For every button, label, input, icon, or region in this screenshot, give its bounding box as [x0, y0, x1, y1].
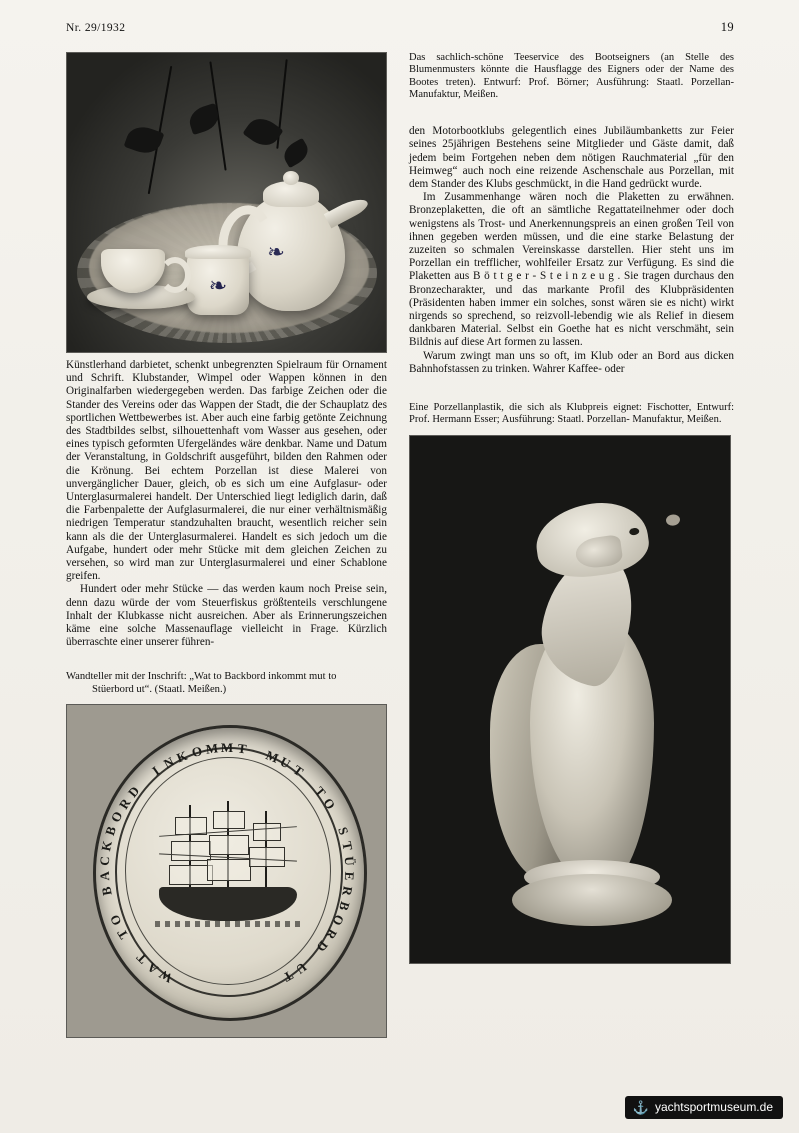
- plate-inscription-char: T: [280, 967, 296, 986]
- sail: [213, 811, 245, 829]
- plate-inscription-char: U: [292, 959, 310, 977]
- plate-inscription-char: T: [290, 762, 307, 780]
- plate-inscription-char: M: [204, 740, 219, 757]
- page-header: [66, 20, 734, 35]
- plate-inscription-char: K: [98, 839, 116, 853]
- right-column: [409, 52, 734, 964]
- plate-inscription-char: K: [174, 747, 190, 766]
- otter-snout: [574, 534, 624, 570]
- paragraph: Warum zwingt man uns so oft, im Klub oder an Bord aus dicken Bahnhofstassen zu trinken. Wahrer Kaffee- oder: [409, 349, 734, 375]
- ship-illustration: [153, 801, 303, 931]
- paragraph: Im Zusammenhange wären noch die Plaketten zu erwähnen. Bronzeplaketten, die oft an sämtliche Regattateilnehmer oder doch wenigstens als Trost- und Anerkennungspreis an einen großen Teil von ihnen gegeben werden müssen, und die eine starke Belastung der zuzeiten so schmalen Vereinskasse darstellen. Hier steht uns im Porzellan ein trefflicher, wohlfeiler Ersatz zur Verfügung. Es sind die Plaketten aus B ö t t g e r - S t e i n z e u g . Sie tragen durchaus den Bronzecharakter, und das markante Profil des Klubpräsidenten (Präsidenten haben immer ein solches, sonst wären sie es nicht) wirkt nirgends so sprechend, so reizvoll-lebendig wie als Relief in diesem dankbaren Material. Selbst ein Goethe hat es nicht verschmäht, sein Bildnis auf diese Art formen zu lassen.: [409, 191, 734, 349]
- plate-inscription-char: U: [277, 753, 294, 772]
- issue-number: Nr. 29/1932: [66, 22, 126, 34]
- plate-inscription-char: D: [313, 938, 332, 956]
- right-body-text: [409, 125, 734, 376]
- plate-inscription-char: O: [320, 795, 339, 813]
- plate-inscription-char: S: [334, 825, 352, 838]
- plate-inscription-char: A: [144, 959, 162, 977]
- left-column: [66, 52, 387, 1038]
- paragraph: Künstlerhand darbietet, schenkt unbegrenzten Spielraum für Ornament und Schrift. Klubstander, Wimpel oder Wappen können in den Originalfarben wiedergegeben werden. Das farbige Zeichen oder die Stander des Vereins oder das Wappen der Stadt, die der Schauplatz des sportlichen Wettbewerbes ist. Aber auch eine farbig getönte Zeichnung des Stadtbildes selbst, silhouettenhaft vom Wasser aus gesehen, oder eines typisch geformten Ufergeländes wäre denkbar. Name und Datum der Veranstaltung, in Goldschrift ausgeführt, bilden den Rahmen oder die Krönung. Bei echtem Porzellan ist diese Malerei von unvergänglicher Dauer, gleich, ob es sich um eine Aufglasur- oder Unterglasurmalerei handelt. Der Unterschied liegt lediglich darin, daß die Farbenpalette der Aufglasurmalerei, die nur einer verhältnismäßig niedrigen Temperatur standzuhalten braucht, wesentlich reicher sein kann als die der Unterglasurmalerei. Handelt es sich jedoch um die Aufgabe, hundert oder mehr Stücke mit dem gleichen Zeichen zu versehen, so wird man zur Unterglasurmalerei und einer Schablone greifen.: [66, 359, 387, 583]
- plate-inscription-char: D: [124, 783, 142, 800]
- otter-caption-line1: Eine Porzellanplastik, die sich als Klubpreis eignet: Fischotter,: [409, 402, 692, 414]
- plate-inscription-char: O: [329, 912, 348, 929]
- left-body-text: [66, 359, 387, 649]
- plate-inscription-char: R: [322, 926, 341, 943]
- otter-head: [532, 496, 653, 583]
- watermark-text: yachtsportmuseum.de: [654, 1100, 773, 1114]
- plate-inscription-char: O: [190, 743, 204, 761]
- plate-inscription-char: T: [312, 783, 330, 800]
- plate-inscription-char: O: [106, 912, 125, 929]
- plate-inscription-char: T: [113, 926, 132, 942]
- plate-inscription-char: R: [115, 795, 133, 812]
- plate-inscription-char: A: [96, 871, 113, 882]
- paragraph: den Motorbootklubs gelegentlich eines Jubiläumbanketts zur Feier seines 25jährigen Bestehens seine Mitglieder und Gäste damit, daß jedem beim Fortgehen neben dem nötigen Rauchmaterial „für den Heimweg“ auch noch eine reizende Aschenschale aus Porzellan, mit dem Stander des Klubs geschmückt, in die Hand gedrückt wurde.: [409, 125, 734, 190]
- sail: [249, 847, 285, 867]
- wave: [155, 921, 301, 927]
- plate-inscription-char: C: [96, 855, 113, 867]
- plate-inscription-char: M: [263, 747, 281, 766]
- plate-inscription-char: B: [98, 885, 115, 898]
- plate-inscription-char: I: [149, 763, 162, 779]
- sugar-bowl-flower-decor: ❧: [208, 273, 228, 298]
- teaset-caption: Das sachlich-schöne Teeservice des Bootseigners (an Stelle des Blumenmusters könnte die Hausflagge des Eigners oder der Name des Bootes treten). Entwurf: Prof. Börner; Ausführung: Staatl. Porzellan-Manufaktur, Meißen.: [409, 52, 734, 100]
- otter-caption-line2: Entwurf: Prof. Hermann Esser; Ausführung: Staatl. Porzellan-: [409, 402, 735, 426]
- otter-caption-line3: Manufaktur, Meißen.: [632, 414, 722, 426]
- sail: [253, 823, 281, 841]
- plate-caption-line2: Stüerbord ut“. (Staatl. Meißen.): [92, 683, 227, 695]
- sail: [209, 835, 249, 855]
- teaset-photo: [66, 52, 387, 353]
- otter-caption: [409, 402, 734, 427]
- plate-inscription-char: T: [133, 949, 150, 967]
- plate-inscription-char: B: [102, 824, 120, 838]
- sail: [207, 859, 251, 881]
- plate-inscription-char: N: [160, 753, 177, 772]
- paragraph: Hundert oder mehr Stücke — das werden kaum noch Preise sein, denn dazu würde der vom Steuerfiskus größtenteils verschlungene Inhalt der Klubkasse nicht ausreichen. Aber als Erinnerungszeichen käme eine solche Massenauflage vielleicht in Frage. Kürzlich überraschte einer unserer führen-: [66, 583, 387, 649]
- plate-inscription-char: M: [220, 740, 234, 756]
- plate-inscription-char: B: [335, 900, 353, 913]
- otter-sculpture-photo: [409, 435, 731, 964]
- plate-inscription-char: T: [236, 740, 248, 757]
- plate-inscription-char: T: [338, 840, 356, 852]
- plate-caption: [66, 671, 387, 696]
- teapot-knob: [283, 171, 299, 185]
- plate-inscription-char: R: [339, 885, 356, 898]
- sugar-bowl-lid: [185, 245, 251, 259]
- plate-inscription-char: W: [156, 966, 176, 987]
- plate-inscription-char: Ü: [341, 855, 357, 867]
- plate-caption-line1: Wandteller mit der Inschrift: „Wat to Backbord inkommt mut to: [66, 671, 337, 683]
- wall-plate-photo: [66, 704, 387, 1038]
- hull: [159, 887, 297, 921]
- anchor-icon: ⚓: [632, 1099, 649, 1115]
- plate-inscription-char: O: [107, 809, 126, 825]
- otter-figure: [486, 494, 656, 894]
- otter-eye: [629, 527, 640, 535]
- page-number: 19: [720, 20, 734, 34]
- pedestal: [512, 874, 672, 926]
- plate-inscription-char: E: [341, 871, 358, 882]
- sail: [171, 841, 211, 861]
- teapot-flower-decor: ❧: [267, 240, 285, 264]
- teacup-handle: [159, 257, 191, 293]
- watermark-badge: [625, 1096, 783, 1119]
